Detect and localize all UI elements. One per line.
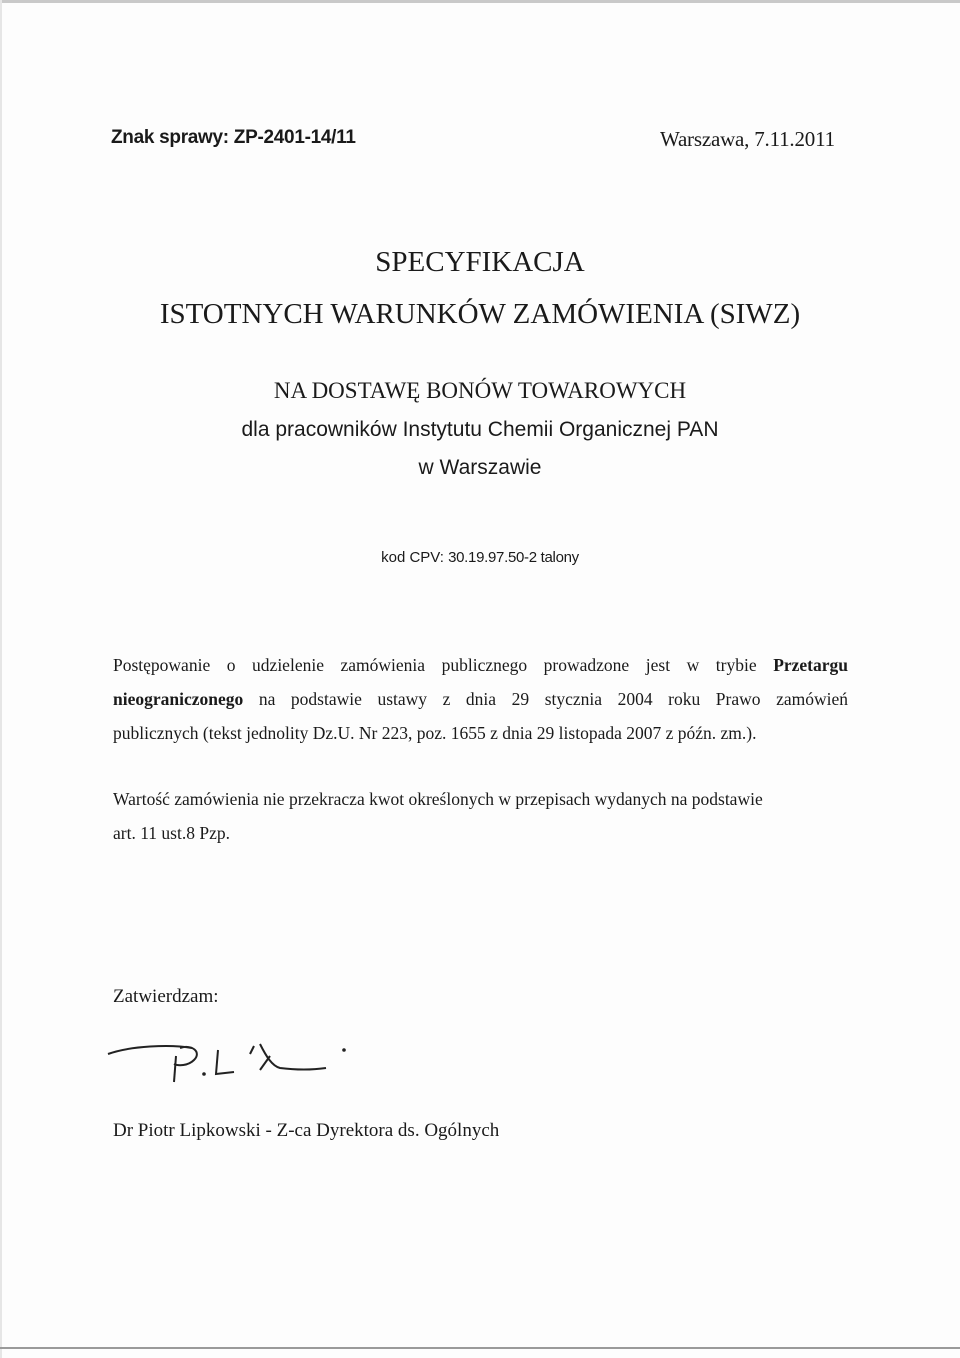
value-paragraph	[113, 782, 848, 850]
procedure-line1-bold: Przetargu	[773, 655, 849, 675]
value-line2: art. 11 ust.8 Pzp.	[113, 823, 230, 843]
procedure-paragraph	[113, 648, 848, 750]
procedure-line1-text: Postępowanie o udzielenie zamówienia publicznego prowadzone jest w trybie	[113, 655, 757, 675]
cpv-label: kod CPV:	[381, 549, 444, 566]
handwritten-signature-icon	[100, 1026, 360, 1096]
document-title-line1: SPECYFIKACJA	[375, 246, 585, 278]
document-title-line2: ISTOTNYCH WARUNKÓW ZAMÓWIENIA (SIWZ)	[159, 298, 801, 330]
cpv-code	[0, 549, 960, 566]
approval-label: Zatwierdzam:	[113, 986, 219, 1007]
procedure-line2	[113, 682, 848, 716]
subject-line2: dla pracowników Instytutu Chemii Organicznej PAN	[241, 418, 719, 441]
cpv-value: 30.19.97.50-2 talony	[448, 549, 579, 566]
procedure-line3: publicznych (tekst jednolity Dz.U. Nr 223, poz. 1655 z dnia 29 listopada 2007 z późn. zm.).	[113, 723, 757, 743]
procedure-line2-bold: nieograniczonego	[113, 689, 244, 709]
subject-line3: w Warszawie	[418, 456, 542, 479]
scan-bottom-border	[0, 1347, 960, 1349]
signatory-name: Dr Piotr Lipkowski - Z-ca Dyrektora ds. Ogólnych	[113, 1120, 500, 1141]
case-reference: Znak sprawy: ZP-2401-14/11	[111, 127, 356, 148]
subject-line1: NA DOSTAWĘ BONÓW TOWAROWYCH	[273, 378, 687, 403]
scan-top-border	[0, 0, 960, 3]
document-date: Warszawa, 7.11.2011	[660, 127, 835, 151]
value-line1: Wartość zamówienia nie przekracza kwot określonych w przepisach wydanych na podstawie	[113, 789, 763, 809]
procedure-line2-text: na podstawie ustawy z dnia 29 stycznia 2004 roku Prawo zamówień	[258, 689, 849, 709]
scan-left-edge	[0, 0, 2, 1358]
procedure-line1	[113, 648, 848, 682]
